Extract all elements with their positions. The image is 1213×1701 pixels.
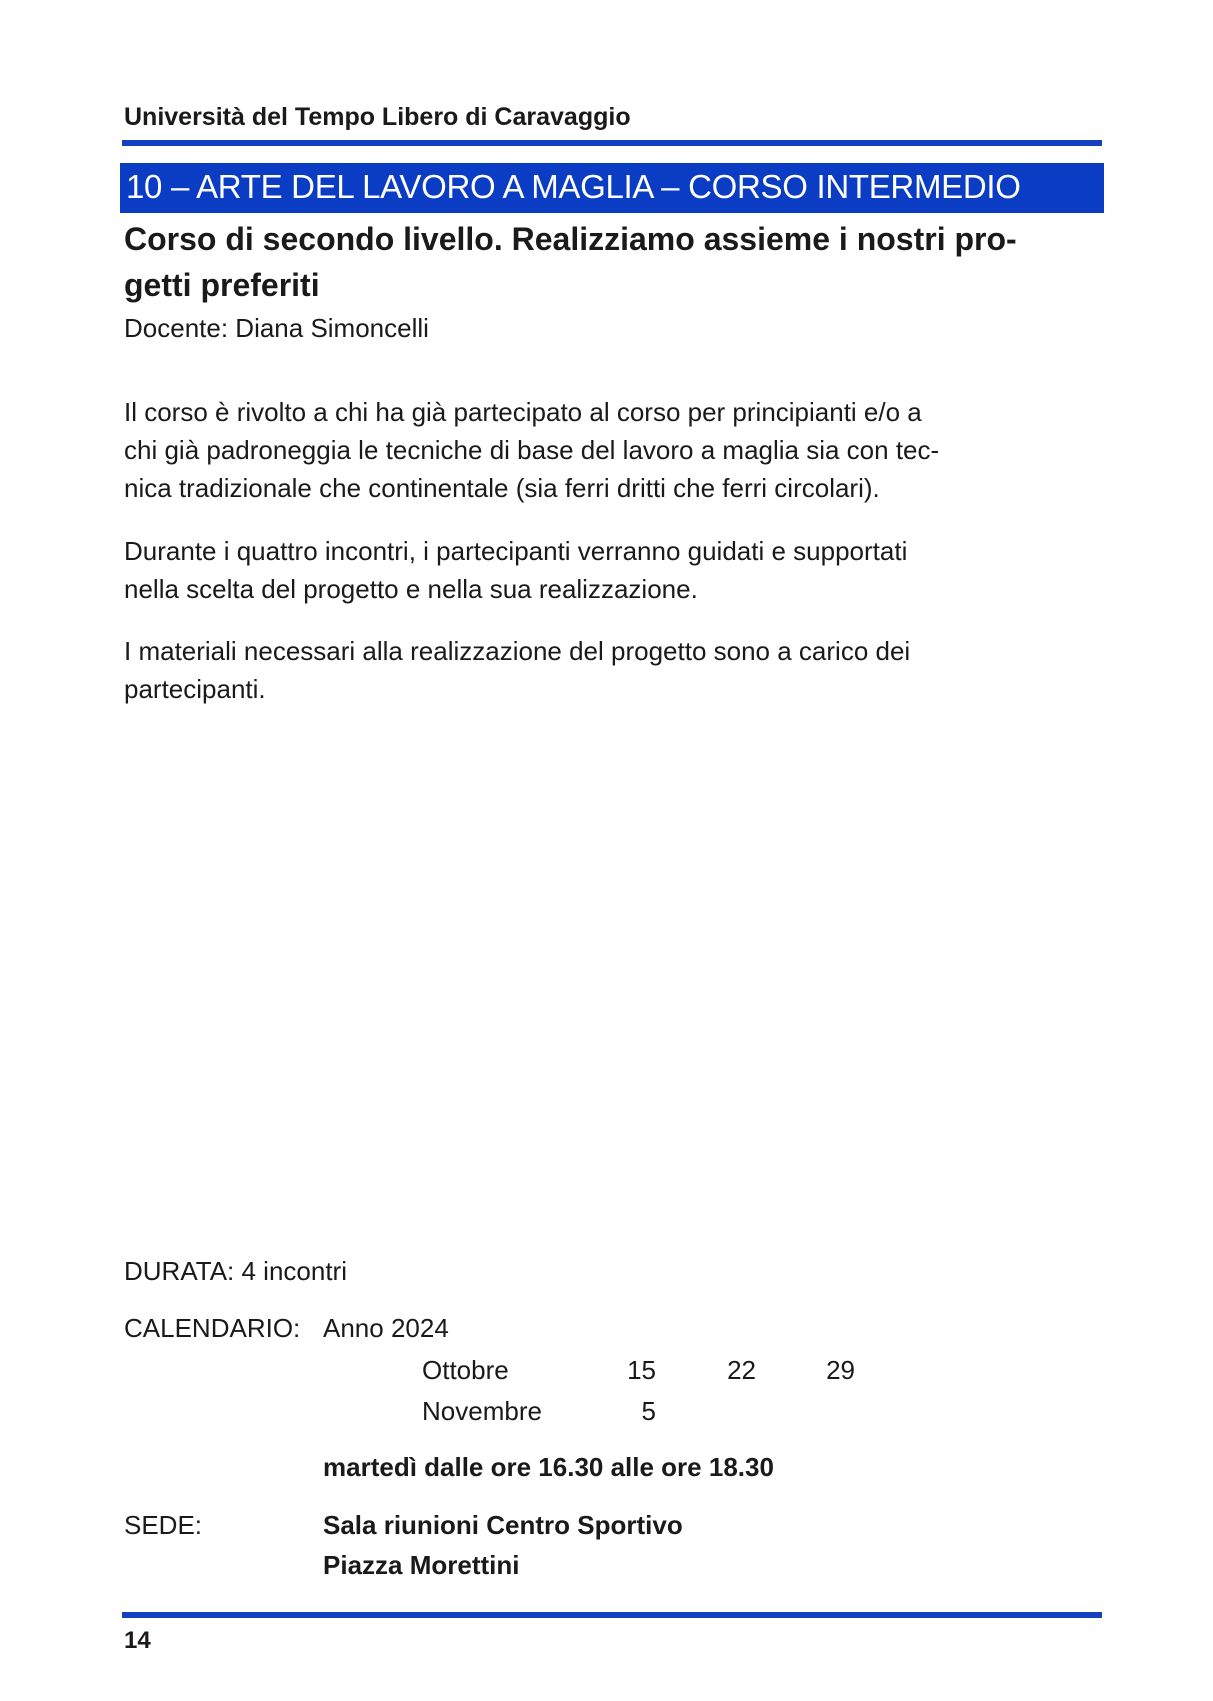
text-line: chi già padroneggia le tecniche di base del lavoro a maglia sia con tec- — [124, 435, 940, 465]
teacher-name: Docente: Diana Simoncelli — [124, 313, 429, 343]
course-title: 10 – ARTE DEL LAVORO A MAGLIA – CORSO INTERMEDIO — [126, 168, 1021, 205]
venue-name: Sala riunioni Centro Sportivo — [323, 1510, 683, 1540]
calendar-month: Ottobre — [422, 1355, 509, 1385]
calendar-day: 29 — [826, 1355, 855, 1385]
calendar-month: Novembre — [422, 1396, 542, 1426]
venue-label: SEDE: — [124, 1510, 203, 1540]
venue-address: Piazza Morettini — [323, 1550, 520, 1580]
duration: DURATA: 4 incontri — [124, 1256, 347, 1286]
text-line: Durante i quattro incontri, i partecipanti verranno guidati e supportati — [124, 536, 908, 566]
calendar-day: 22 — [727, 1355, 756, 1385]
calendar-day: 15 — [627, 1355, 656, 1385]
text-line: nella scelta del progetto e nella sua realizzazione. — [124, 574, 698, 604]
schedule: martedì dalle ore 16.30 alle ore 18.30 — [323, 1452, 774, 1482]
description-paragraph-1 — [124, 393, 1084, 507]
calendar-label: CALENDARIO: — [124, 1313, 301, 1343]
text-line: Il corso è rivolto a chi ha già partecipato al corso per principianti e/o a — [124, 397, 922, 427]
description-paragraph-3 — [124, 632, 1084, 708]
course-subtitle — [124, 216, 1074, 308]
footer-divider — [122, 1612, 1102, 1618]
organization-header: Università del Tempo Libero di Caravaggio — [124, 103, 631, 131]
course-subtitle-line: Corso di secondo livello. Realizziamo assieme i nostri pro- — [124, 221, 1017, 257]
calendar-year: Anno 2024 — [323, 1313, 449, 1343]
text-line: partecipanti. — [124, 674, 266, 704]
calendar-day: 5 — [641, 1396, 656, 1426]
description-paragraph-2 — [124, 532, 1084, 608]
text-line: nica tradizionale che continentale (sia ferri dritti che ferri circolari). — [124, 473, 880, 503]
course-subtitle-line: getti preferiti — [124, 267, 320, 303]
header-divider — [122, 140, 1102, 146]
text-line: I materiali necessari alla realizzazione del progetto sono a carico dei — [124, 636, 911, 666]
page-number: 14 — [124, 1627, 151, 1654]
